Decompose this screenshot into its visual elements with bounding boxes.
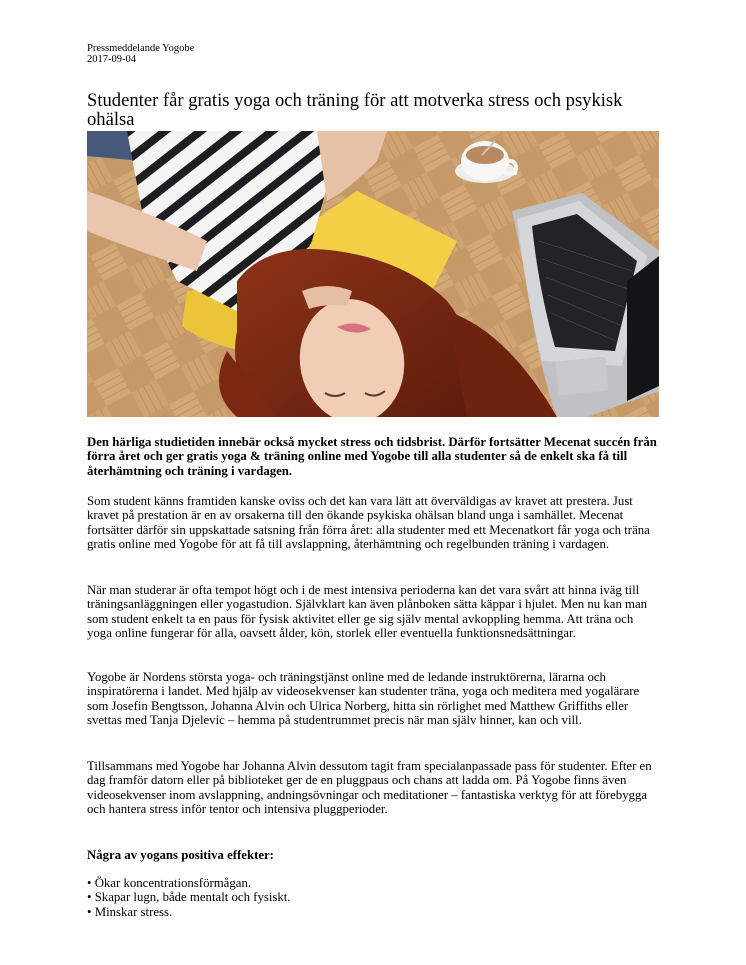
list-item: • Ökar koncentrationsförmågan. xyxy=(87,876,291,890)
woman-lying-on-floor-photo xyxy=(87,131,659,417)
release-source: Pressmeddelande Yogobe xyxy=(87,43,195,54)
body-paragraph-1: Som student känns framtiden kanske oviss och det kan vara lätt att överväldigas av kravet att prestera. Just kravet på prestation är en av orsakerna till den ökande psykiska ohälsan bland unga i samhället. Mecenat fortsätter därför sin uppskattade satsning från förra året: alla studenter med ett Mecenatkort får yoga och träna gratis online med Yogobe för att få till avslappning, återhämtning och regelbunden träning i vardagen. xyxy=(87,494,650,552)
list-item: • Minskar stress. xyxy=(87,905,291,919)
hero-photo xyxy=(87,131,659,417)
body-paragraph-3: Yogobe är Nordens största yoga- och träningstjänst online med de ledande instruktörerna, lärarna och inspiratörerna i landet. Med hjälp av videosekvenser kan studenter träna, yoga och meditera med yogalärare som Josefin Bengtsson, Johanna Alvin och Ulrica Norberg, hitta sin rörlighet med Matthew Griffiths eller svettas med Tanja Djelevic – hemma på studentrummet precis när man själv hinner, kan och vill. xyxy=(87,670,640,728)
lead-paragraph: Den härliga studietiden innebär också mycket stress och tidsbrist. Därför fortsätter Mecenat succén från förra året och ger gratis yoga & träning online med Yogobe till alla studenter så de enkelt ska få till återhämtning och träning i vardagen. xyxy=(87,435,657,478)
body-paragraph-2: När man studerar är ofta tempot högt och i de mest intensiva perioderna kan det vara svårt att hinna iväg till träningsanläggningen eller yogastudion. Självklart kan även plånboken sätta käppar i hjulet. Men nu kan man som student enkelt ta en paus för fysisk aktivitet eller ge sig själv mental avkoppling hemma. Att träna och yoga online fungerar för alla, oavsett ålder, kön, storlek eller eventuella funktionsnedsättningar. xyxy=(87,583,648,641)
release-date: 2017-09-04 xyxy=(87,54,136,65)
list-item: • Skapar lugn, både mentalt och fysiskt. xyxy=(87,890,291,904)
page-title: Studenter får gratis yoga och träning för att motverka stress och psykisk ohälsa xyxy=(87,90,623,130)
benefits-list xyxy=(87,876,291,919)
benefits-heading: Några av yogans positiva effekter: xyxy=(87,848,274,862)
release-meta xyxy=(87,43,194,65)
body-paragraph-4: Tillsammans med Yogobe har Johanna Alvin dessutom tagit fram specialanpassade pass för studenter. Efter en dag framför datorn eller på biblioteket ger de en pluggpaus och chans att ladda om. På Yogobe finns även videosekvenser inom avslappning, andningsövningar och meditationer – fantastiska verktyg för att förebygga och hantera stress inför tentor och intensiva pluggperioder. xyxy=(87,759,652,817)
